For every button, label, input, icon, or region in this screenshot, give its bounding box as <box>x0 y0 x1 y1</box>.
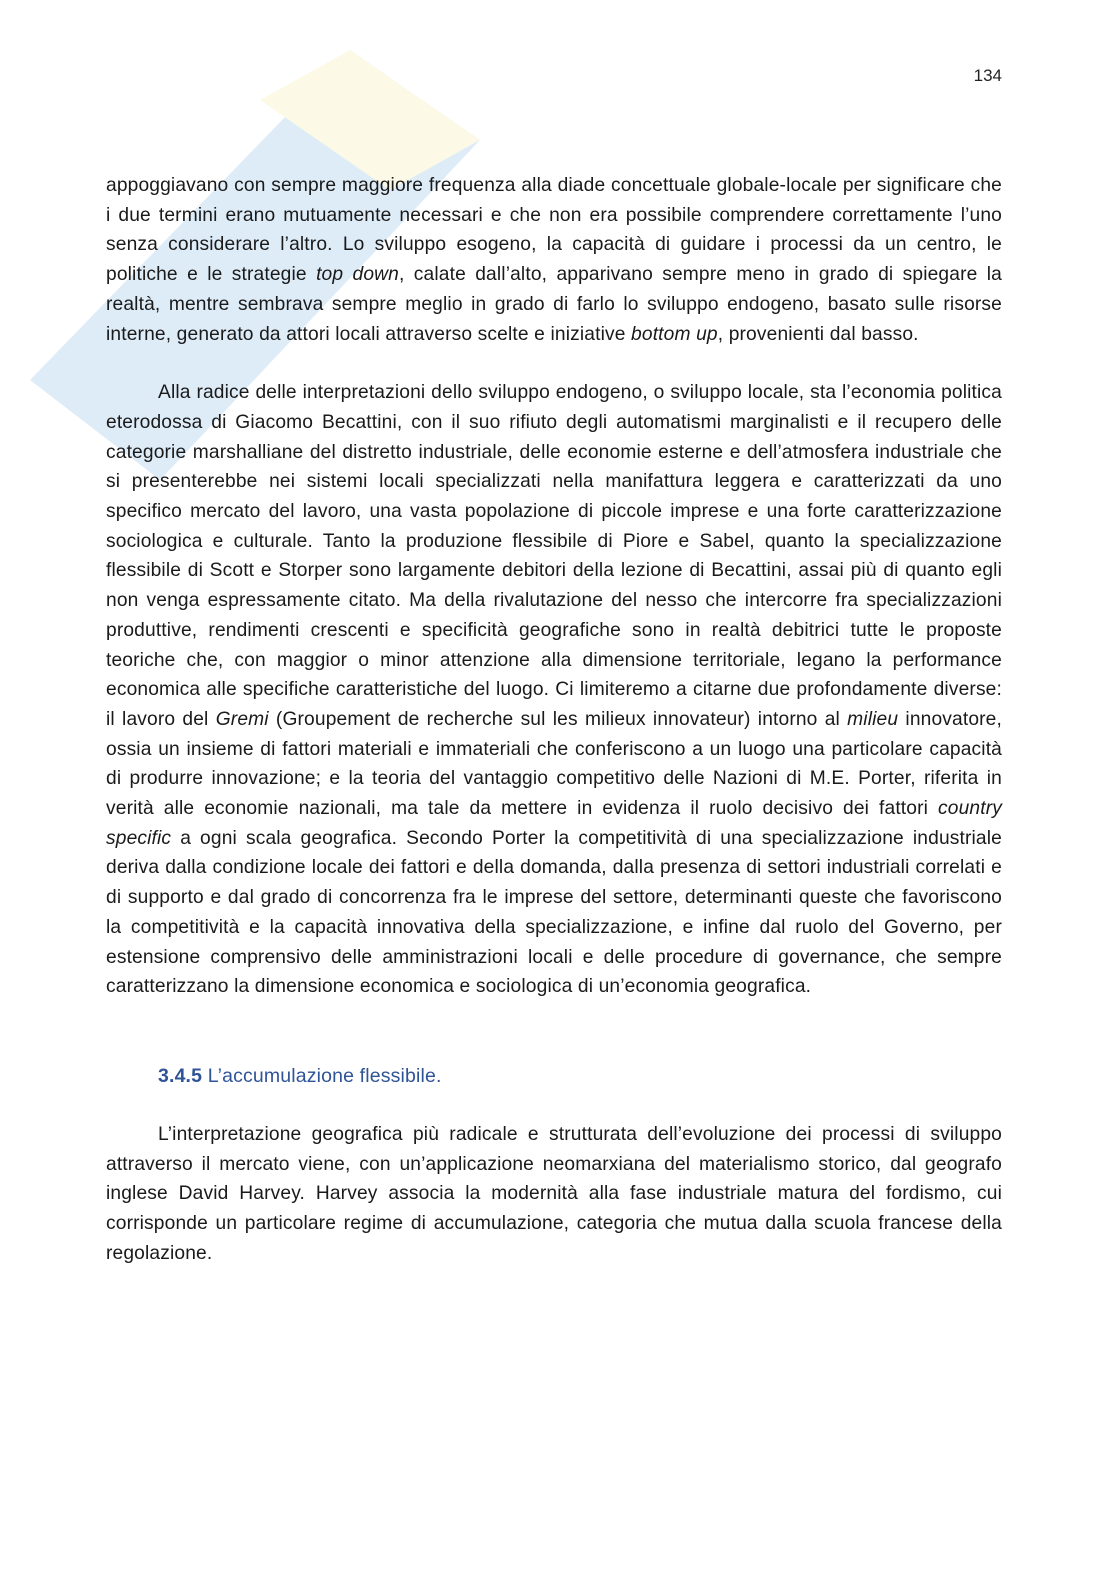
page-number: 134 <box>973 66 1002 85</box>
paragraph-1: appoggiavano con sempre maggiore frequenza alla diade concettuale globale-locale per significare che i due termini erano mutuamente necessari e che non era possibile comprendere correttamente l’uno senza considerare l’altro. Lo sviluppo esogeno, la capacità di guidare i processi da un centro, le politiche e le strategie top down, calate dall’alto, apparivano sempre meno in grado di spiegare la realtà, mentre sembrava sempre meglio in grado di farlo lo sviluppo endogeno, basato sulle risorse interne, generato da attori locali attraverso scelte e iniziative bottom up, provenienti dal basso. <box>106 175 1002 345</box>
paragraph-3: L’interpretazione geografica più radicale e strutturata dell’evoluzione dei processi di sviluppo attraverso il mercato viene, con un’applicazione neomarxiana del materialismo storico, dal geografo inglese David Harvey. Harvey associa la modernità alla fase industriale matura del fordismo, cui corrisponde un particolare regime di accumulazione, categoria che mutua dalla scuola francese della regolazione. <box>106 1123 1002 1264</box>
section-heading <box>158 1062 1002 1091</box>
paragraph-2: Alla radice delle interpretazioni dello sviluppo endogeno, o sviluppo locale, sta l’economia politica eterodossa di Giacomo Becattini, con il suo rifiuto degli automatismi marginalisti e il recupero delle categorie marshalliane del distretto industriale, delle economie esterne e dell’atmosfera industriale che si presenterebbe nei sistemi locali specializzati nella manifattura leggera e caratterizzati da uno specifico mercato del lavoro, una vasta popolazione di piccole imprese e una forte caratterizzazione sociologica e culturale. Tanto la produzione flessibile di Piore e Sabel, quanto la specializzazione flessibile di Scott e Storper sono largamente debitori della lezione di Becattini, assai più di quanto egli non venga espressamente citato. Ma della rivalutazione del nesso che intercorre fra specializzazioni produttive, rendimenti crescenti e specificità geografiche sono in realtà debitrici tutte le proposte teoriche che, con maggior o minor attenzione alla dimensione territoriale, legano la performance economica alle specifiche caratteristiche del luogo. Ci limiteremo a citarne due profondamente diverse: il lavoro del Gremi (Groupement de recherche sul les milieux innovateur) intorno al milieu innovatore, ossia un insieme di fattori materiali e immateriali che conferiscono a un luogo una particolare capacità di produrre innovazione; e la teoria del vantaggio competitivo delle Nazioni di M.E. Porter, riferita in verità alle economie nazionali, ma tale da mettere in evidenza il ruolo decisivo dei fattori country specific a ogni scala geografica. Secondo Porter la competitività di una specializzazione industriale deriva dalla condizione locale dei fattori e della domanda, dalla presenza di settori industriali correlati e di supporto e dal grado di concorrenza fra le imprese del settore, determinanti queste che favoriscono la competitività e la capacità innovativa della specializzazione, e infine dal ruolo del Governo, per estensione comprensivo delle amministrazioni locali e delle procedure di governance, che sempre caratterizzano la dimensione economica e sociologica di un’economia geografica. <box>106 382 1002 998</box>
page-content <box>106 171 1002 1269</box>
section-title: L’accumulazione flessibile. <box>202 1064 442 1087</box>
section-number: 3.4.5 <box>158 1064 203 1087</box>
